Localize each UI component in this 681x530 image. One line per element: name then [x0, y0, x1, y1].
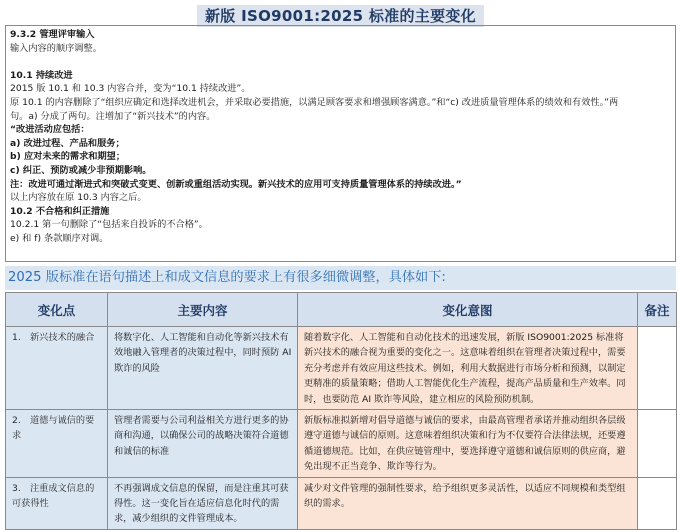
row-number: 3. — [12, 482, 21, 494]
row-number: 1. — [12, 332, 21, 343]
clause-text-line: 2015 版 10.1 和 10.3 内容合并，变为“10.1 持续改进”。 — [10, 83, 251, 95]
header-change-intent: 变化意图 — [298, 293, 638, 327]
main-content-cell: 不再强调成文信息的保留，而是注重其可获得性。这一变化旨在适应信息化时代的需求，减少组织的文件管理成本。 — [108, 477, 298, 529]
clause-changes-box — [5, 25, 676, 262]
header-change-point: 变化点 — [6, 293, 108, 327]
page-title: 新版 ISO9001:2025 标准的主要变化 — [197, 5, 484, 27]
table-intro-heading: 2025 版标准在语句描述上和成文信息的要求上有很多细微调整，具体如下: — [5, 266, 676, 290]
remarks-cell — [638, 410, 677, 478]
change-intent-cell: 减少对文件管理的强制性要求，给予组织更多灵活性，以适应不同规模和类型组织的需求。 — [298, 477, 638, 529]
change-point-cell — [6, 410, 108, 478]
clause-heading-line: “改进活动应包括： — [10, 124, 90, 136]
blank-line — [10, 55, 671, 69]
table-row — [6, 327, 677, 410]
clause-heading-line: 10.1 持续改进 — [10, 69, 73, 81]
changes-table — [5, 292, 677, 530]
clause-heading-line: c) 纠正、预防或减少非预期影响。 — [10, 164, 152, 176]
table-row — [6, 477, 677, 529]
remarks-cell — [638, 327, 677, 410]
main-content-cell: 管理者需要与公司利益相关方进行更多的协商和沟通，以确保公司的战略决策符合道德和诚信的标准 — [108, 410, 298, 478]
change-point-text: 注重成文信息的可获得性 — [12, 482, 95, 510]
clause-text-line: 输入内容的顺序调整。 — [10, 42, 102, 54]
clause-text-line: 以上内容放在原 10.3 内容之后。 — [10, 192, 147, 204]
change-intent-cell: 随着数字化、人工智能和自动化技术的迅速发展，新版 ISO9001:2025 标准将新兴技术的融合视为重要的变化之一。这意味着组织在管理者决策过程中，需要充分考虑并有效应用这些技术。例如，利用大数据进行市场分析和预测，以制定更精准的质量策略；借助人工智能优化生产流程，提高产品质量和生产效率。同时，也要防范 AI 欺诈等风险，建立相应的风险预防机制。 — [298, 327, 638, 410]
clause-heading-line: b) 应对未来的需求和期望； — [10, 151, 126, 163]
table-header-row — [6, 293, 677, 327]
main-content-cell: 将数字化、人工智能和自动化等新兴技术有效地融入管理者的决策过程中，同时预防 AI 欺诈的风险 — [108, 327, 298, 410]
row-number: 2. — [12, 415, 21, 427]
change-point-text: 道德与诚信的要求 — [12, 415, 95, 442]
clause-heading-line: 注：改进可通过渐进式和突破式变更、创新或重组活动实现。新兴技术的应用可支持质量管理体系的持续改进。” — [10, 178, 462, 190]
clause-heading-line: 9.3.2 管理评审输入 — [10, 29, 95, 40]
table-row — [6, 410, 677, 478]
change-intent-cell: 新版标准拟新增对倡导道德与诚信的要求，由最高管理者承诺并推动组织各层级遵守道德与诚信的原则。这意味着组织决策和行为不仅要符合法律法规，还要遵循道德规范。比如，在供应链管理中，要选择遵守道德和诚信原则的供应商，避免出现不正当竞争、欺诈等行为。 — [298, 410, 638, 478]
change-point-cell — [6, 327, 108, 410]
remarks-cell — [638, 477, 677, 529]
change-point-cell — [6, 477, 108, 529]
change-point-text: 新兴技术的融合 — [30, 332, 95, 343]
clause-heading-line: a) 改进过程、产品和服务； — [10, 137, 125, 149]
clause-text-line: 10.2.1 第一句删除了“包括来自投诉的不合格”。 — [10, 219, 208, 231]
header-main-content: 主要内容 — [108, 293, 298, 327]
clause-heading-line: 10.2 不合格和纠正措施 — [10, 205, 110, 217]
clause-text-line: 原 10.1 的内容删除了“组织应确定和选择改进机会，并采取必要措施，以满足顾客要求和增强顾客满意。”和“c) 改进质量管理体系的绩效和有效性。”两 — [10, 96, 619, 108]
clause-text-line: 句。a) 分成了两句。注增加了“新兴技术”的内容。 — [10, 110, 216, 122]
header-remarks: 备注 — [638, 293, 677, 327]
clause-text-line: e) 和 f) 条款顺序对调。 — [10, 232, 109, 244]
